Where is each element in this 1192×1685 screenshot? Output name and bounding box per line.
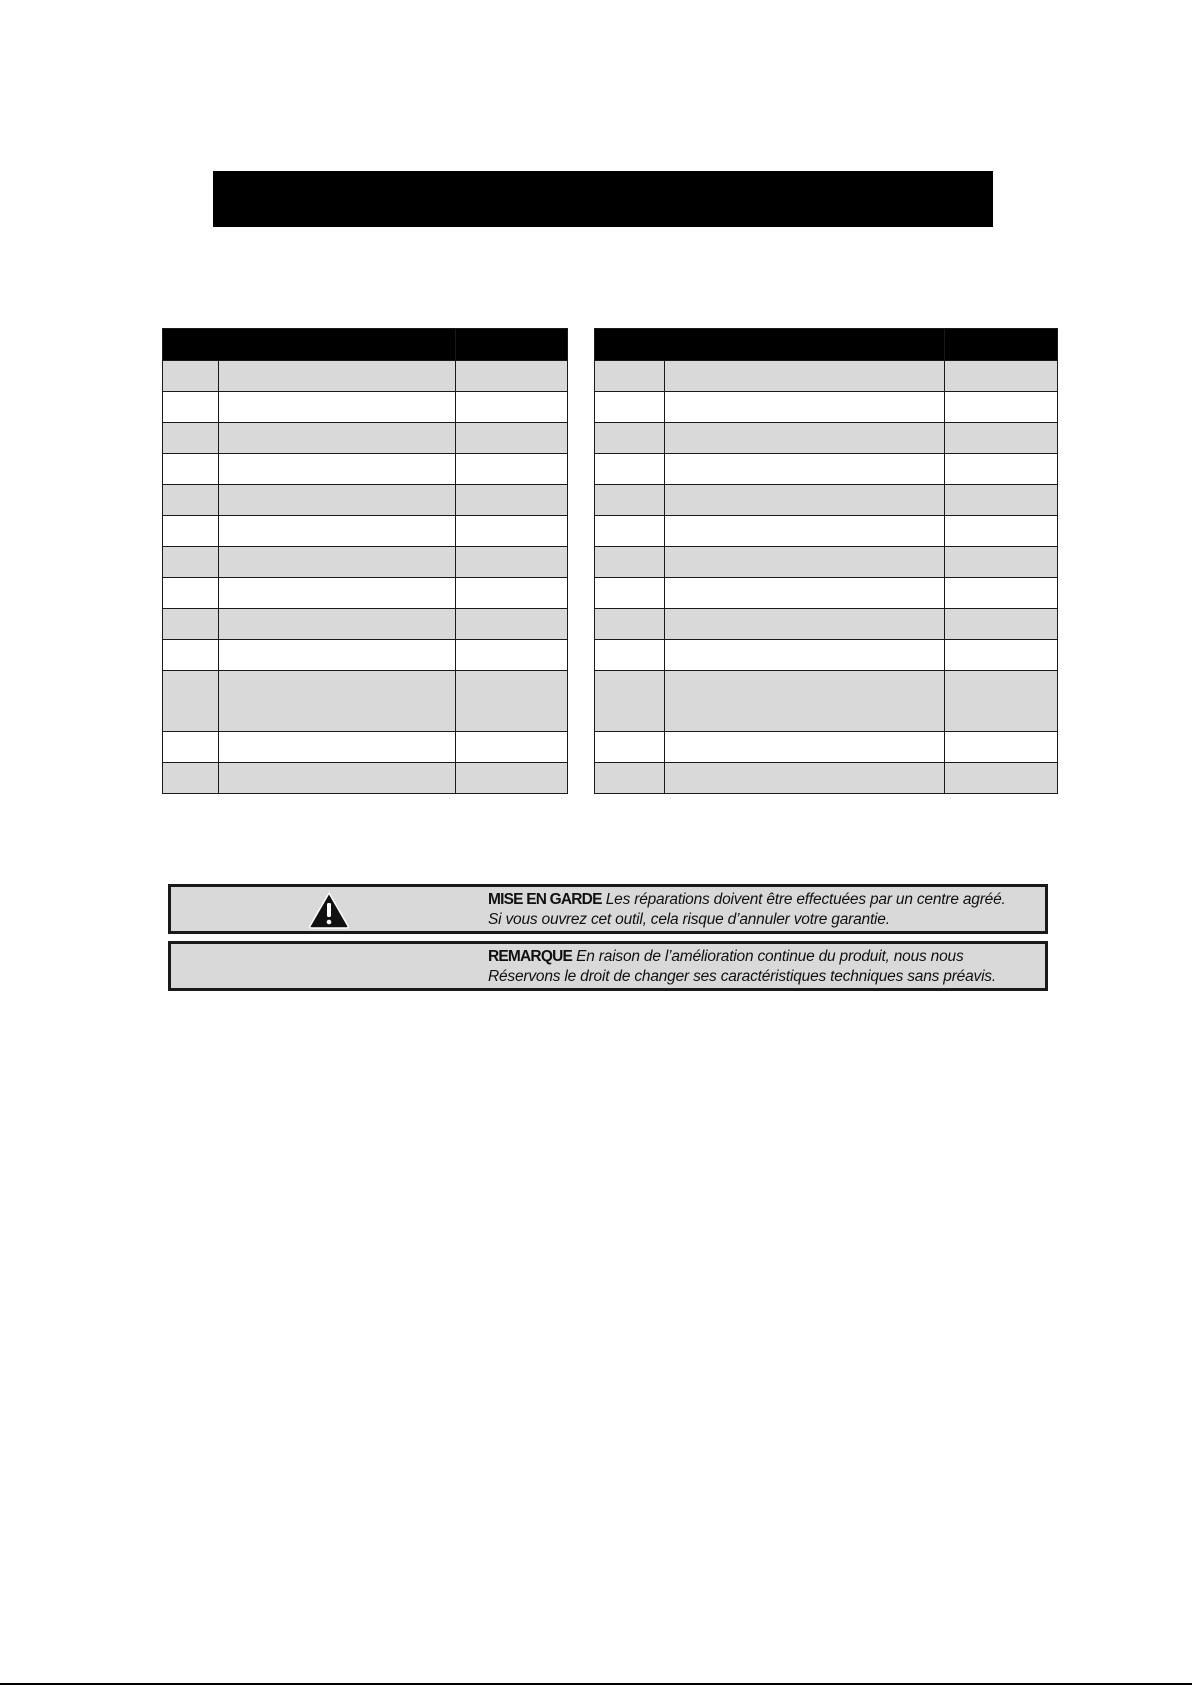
warning-text: [488, 890, 1006, 930]
cell-desc: [219, 423, 456, 454]
table-row: [163, 671, 568, 732]
cell-desc: [219, 392, 456, 423]
cell-no: [595, 763, 665, 794]
remark-notice: [168, 941, 1048, 991]
table-row: [163, 578, 568, 609]
cell-desc: [665, 671, 945, 732]
warning-triangle-icon: [308, 891, 350, 929]
table-row: [595, 763, 1058, 794]
cell-no: [595, 392, 665, 423]
table-row: [163, 547, 568, 578]
cell-no: [595, 578, 665, 609]
cell-qty: [945, 516, 1058, 547]
cell-qty: [945, 578, 1058, 609]
cell-no: [163, 578, 219, 609]
cell-no: [595, 640, 665, 671]
cell-desc: [219, 485, 456, 516]
table-row: [163, 361, 568, 392]
cell-no: [163, 516, 219, 547]
cell-desc: [665, 609, 945, 640]
cell-desc: [219, 547, 456, 578]
cell-qty: [945, 763, 1058, 794]
table-row: [595, 609, 1058, 640]
table-row: [595, 578, 1058, 609]
table-row: [163, 516, 568, 547]
cell-desc: [219, 763, 456, 794]
warning-lead: MISE EN GARDE: [488, 891, 602, 908]
cell-qty: [456, 671, 568, 732]
cell-qty: [456, 547, 568, 578]
cell-desc: [665, 454, 945, 485]
table-row: [163, 732, 568, 763]
cell-desc: [219, 732, 456, 763]
page-title: [213, 171, 993, 227]
cell-qty: [945, 392, 1058, 423]
table-row: [163, 763, 568, 794]
table-row: [163, 392, 568, 423]
cell-no: [163, 485, 219, 516]
cell-qty: [945, 671, 1058, 732]
cell-desc: [219, 609, 456, 640]
cell-qty: [456, 763, 568, 794]
cell-qty: [456, 732, 568, 763]
cell-no: [595, 609, 665, 640]
table-row: [595, 485, 1058, 516]
cell-qty: [456, 578, 568, 609]
cell-qty: [456, 516, 568, 547]
cell-qty: [945, 423, 1058, 454]
table-row: [595, 361, 1058, 392]
cell-desc: [665, 485, 945, 516]
cell-no: [163, 671, 219, 732]
cell-no: [595, 516, 665, 547]
table-row: [163, 609, 568, 640]
cell-desc: [219, 516, 456, 547]
cell-qty: [456, 454, 568, 485]
cell-qty: [945, 547, 1058, 578]
table-row: [595, 671, 1058, 732]
cell-qty: [945, 640, 1058, 671]
cell-no: [595, 547, 665, 578]
cell-desc: [665, 516, 945, 547]
table-row: [595, 516, 1058, 547]
cell-qty: [456, 392, 568, 423]
cell-desc: [219, 454, 456, 485]
table-row: [595, 547, 1058, 578]
table-row: [595, 454, 1058, 485]
header-quantity: [945, 329, 1058, 361]
cell-no: [595, 671, 665, 732]
cell-no: [163, 640, 219, 671]
table-row: [595, 732, 1058, 763]
cell-qty: [945, 732, 1058, 763]
cell-desc: [665, 361, 945, 392]
cell-qty: [456, 423, 568, 454]
parts-table-right: [594, 328, 1058, 794]
remark-text: [488, 947, 996, 987]
remark-line1: En raison de l’amélioration continue du produit, nous nous: [576, 948, 964, 965]
cell-no: [595, 361, 665, 392]
cell-qty: [456, 640, 568, 671]
cell-desc: [665, 423, 945, 454]
cell-no: [163, 392, 219, 423]
cell-desc: [665, 640, 945, 671]
cell-desc: [665, 763, 945, 794]
cell-no: [163, 423, 219, 454]
cell-desc: [219, 361, 456, 392]
table-row: [595, 392, 1058, 423]
cell-desc: [665, 392, 945, 423]
table-row: [163, 640, 568, 671]
cell-desc: [219, 640, 456, 671]
cell-desc: [219, 578, 456, 609]
header-description: [163, 329, 456, 361]
cell-no: [595, 454, 665, 485]
cell-qty: [945, 361, 1058, 392]
cell-no: [163, 763, 219, 794]
cell-no: [163, 361, 219, 392]
table-row: [595, 423, 1058, 454]
table-row: [595, 640, 1058, 671]
cell-qty: [456, 361, 568, 392]
table-row: [163, 423, 568, 454]
warning-notice: [168, 884, 1048, 934]
cell-desc: [665, 732, 945, 763]
cell-no: [595, 732, 665, 763]
cell-desc: [219, 671, 456, 732]
cell-no: [163, 732, 219, 763]
cell-no: [163, 454, 219, 485]
table-row: [163, 485, 568, 516]
cell-qty: [945, 454, 1058, 485]
header-description: [595, 329, 945, 361]
cell-qty: [945, 609, 1058, 640]
cell-no: [595, 423, 665, 454]
warning-line2: Si vous ouvrez cet outil, cela risque d’annuler votre garantie.: [488, 911, 890, 928]
cell-desc: [665, 578, 945, 609]
cell-no: [163, 547, 219, 578]
cell-qty: [456, 609, 568, 640]
warning-line1: Les réparations doivent être effectuées par un centre agréé.: [605, 891, 1006, 908]
cell-no: [595, 485, 665, 516]
cell-qty: [456, 485, 568, 516]
cell-desc: [665, 547, 945, 578]
cell-qty: [945, 485, 1058, 516]
header-quantity: [456, 329, 568, 361]
remark-line2: Réservons le droit de changer ses caractéristiques techniques sans préavis.: [488, 968, 996, 985]
remark-lead: REMARQUE: [488, 948, 573, 965]
table-row: [163, 454, 568, 485]
parts-table-left: [162, 328, 568, 794]
cell-no: [163, 609, 219, 640]
